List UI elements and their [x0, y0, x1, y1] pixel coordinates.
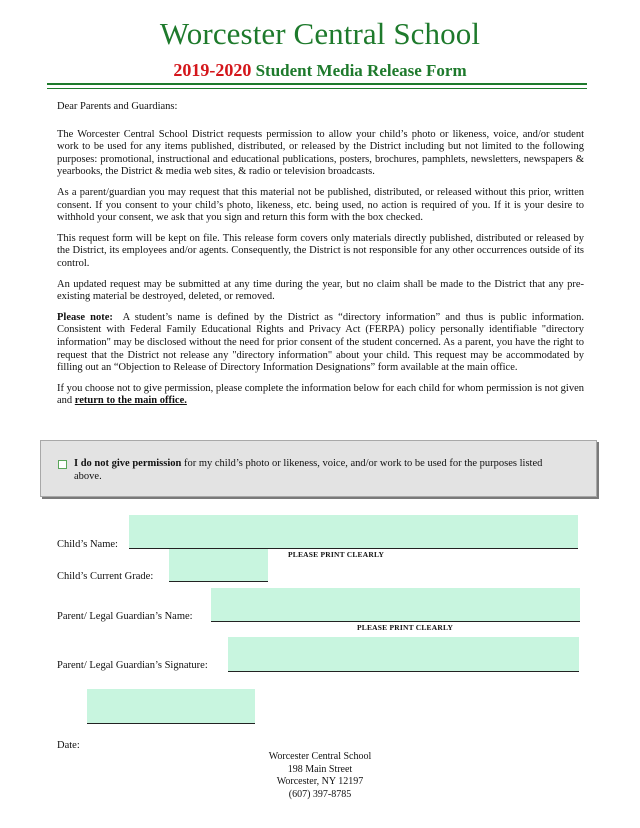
optout-bold-label: I do not give permission: [74, 458, 182, 469]
please-note-text: A student’s name is defined by the District as “directory information” and thus is public information. Consistent with Federal Family Educational Rights and Privacy Act (FERPA) policy personally identifiable "directory information" may be disclosed without the need for prior consent of the student concerned. As a parent, you have the right to request that the District not release any "directory information" about your child. This request may be accommodated by filling out an “Objection to Release of Directory Information Designations” form available at the main office.: [57, 311, 584, 374]
footer-phone: (607) 397-8785: [288, 788, 352, 800]
footer-address: [0, 751, 640, 801]
print-clearly-hint-2: PLEASE PRINT CLEARLY: [357, 623, 454, 632]
date-underline: [87, 723, 255, 724]
paragraph-updates: An updated request may be submitted at any time during the year, but no claim shall be made to the District that any pre-existing material be destroyed, deleted, or removed.: [57, 278, 584, 303]
paragraph-purposes: The Worcester Central School District requests permission to allow your child’s photo or likeness, voice, and/or student work to be used for any items published, distributed, or released by the District including but not limited to the following purposes: promotional, instructional and educational publications, posters, brochures, pamphlets, newsletters, newspapers & yearbooks, the District & media web sites, & radio or television broadcasts.: [57, 128, 584, 178]
optout-checkbox[interactable]: [58, 460, 67, 469]
paragraph-consent: As a parent/guardian you may request that this material not be published, distributed, or released without this prior, written consent. If you consent to your child’s photo, likeness, etc. being used, no action is required of you. If it is your desire to withhold your consent, we ask that you sign and return this form with the box checked.: [57, 186, 584, 224]
form-title-text: Student Media Release Form: [255, 61, 467, 80]
header-rule-thick: [47, 83, 587, 85]
guardian-name-field[interactable]: [211, 588, 580, 621]
child-name-label: Child’s Name:: [57, 539, 118, 550]
date-field[interactable]: [87, 689, 255, 723]
school-year: 2019-2020: [173, 60, 252, 80]
paragraph-on-file: This request form will be kept on file. This release form covers only materials directly published, distributed or released by the District, its employees and/or agents. Consequently, the District is not responsible for any other occurrences outside of its control.: [57, 232, 584, 269]
signature-underline: [228, 671, 579, 672]
school-title: Worcester Central School: [159, 16, 481, 51]
footer-city: Worcester, NY 12197: [276, 776, 364, 787]
grade-underline: [169, 581, 268, 582]
grade-field[interactable]: [169, 549, 268, 581]
paragraph-instructions: [57, 383, 584, 408]
optout-text: for my child’s photo or likeness, voice, and/or work to be used for the purposes listed above.: [74, 458, 543, 482]
optout-box: [40, 440, 597, 497]
guardian-name-label: Parent/ Legal Guardian’s Name:: [57, 611, 193, 622]
instructions-text: If you choose not to give permission, please complete the information below for each child for whom permission is not given and: [57, 382, 584, 407]
header-rule-thin: [47, 88, 587, 89]
guardian-name-underline: [211, 621, 580, 622]
signature-field[interactable]: [228, 637, 579, 671]
child-name-field[interactable]: [129, 515, 578, 548]
grade-label: Child’s Current Grade:: [57, 571, 154, 582]
salutation: Dear Parents and Guardians:: [57, 101, 178, 112]
return-office-text: return to the main office.: [74, 395, 187, 407]
letter-body: [57, 101, 584, 416]
signature-label: Parent/ Legal Guardian’s Signature:: [57, 660, 208, 671]
date-label: Date:: [57, 740, 80, 751]
footer-school-name: Worcester Central School: [268, 751, 372, 762]
form-title: [0, 59, 640, 82]
optout-statement: [74, 457, 569, 483]
please-note-label: Please note:: [57, 311, 113, 323]
paragraph-directory-info: [57, 312, 584, 375]
print-clearly-hint-1: PLEASE PRINT CLEARLY: [288, 550, 385, 559]
footer-street: 198 Main Street: [287, 763, 353, 775]
